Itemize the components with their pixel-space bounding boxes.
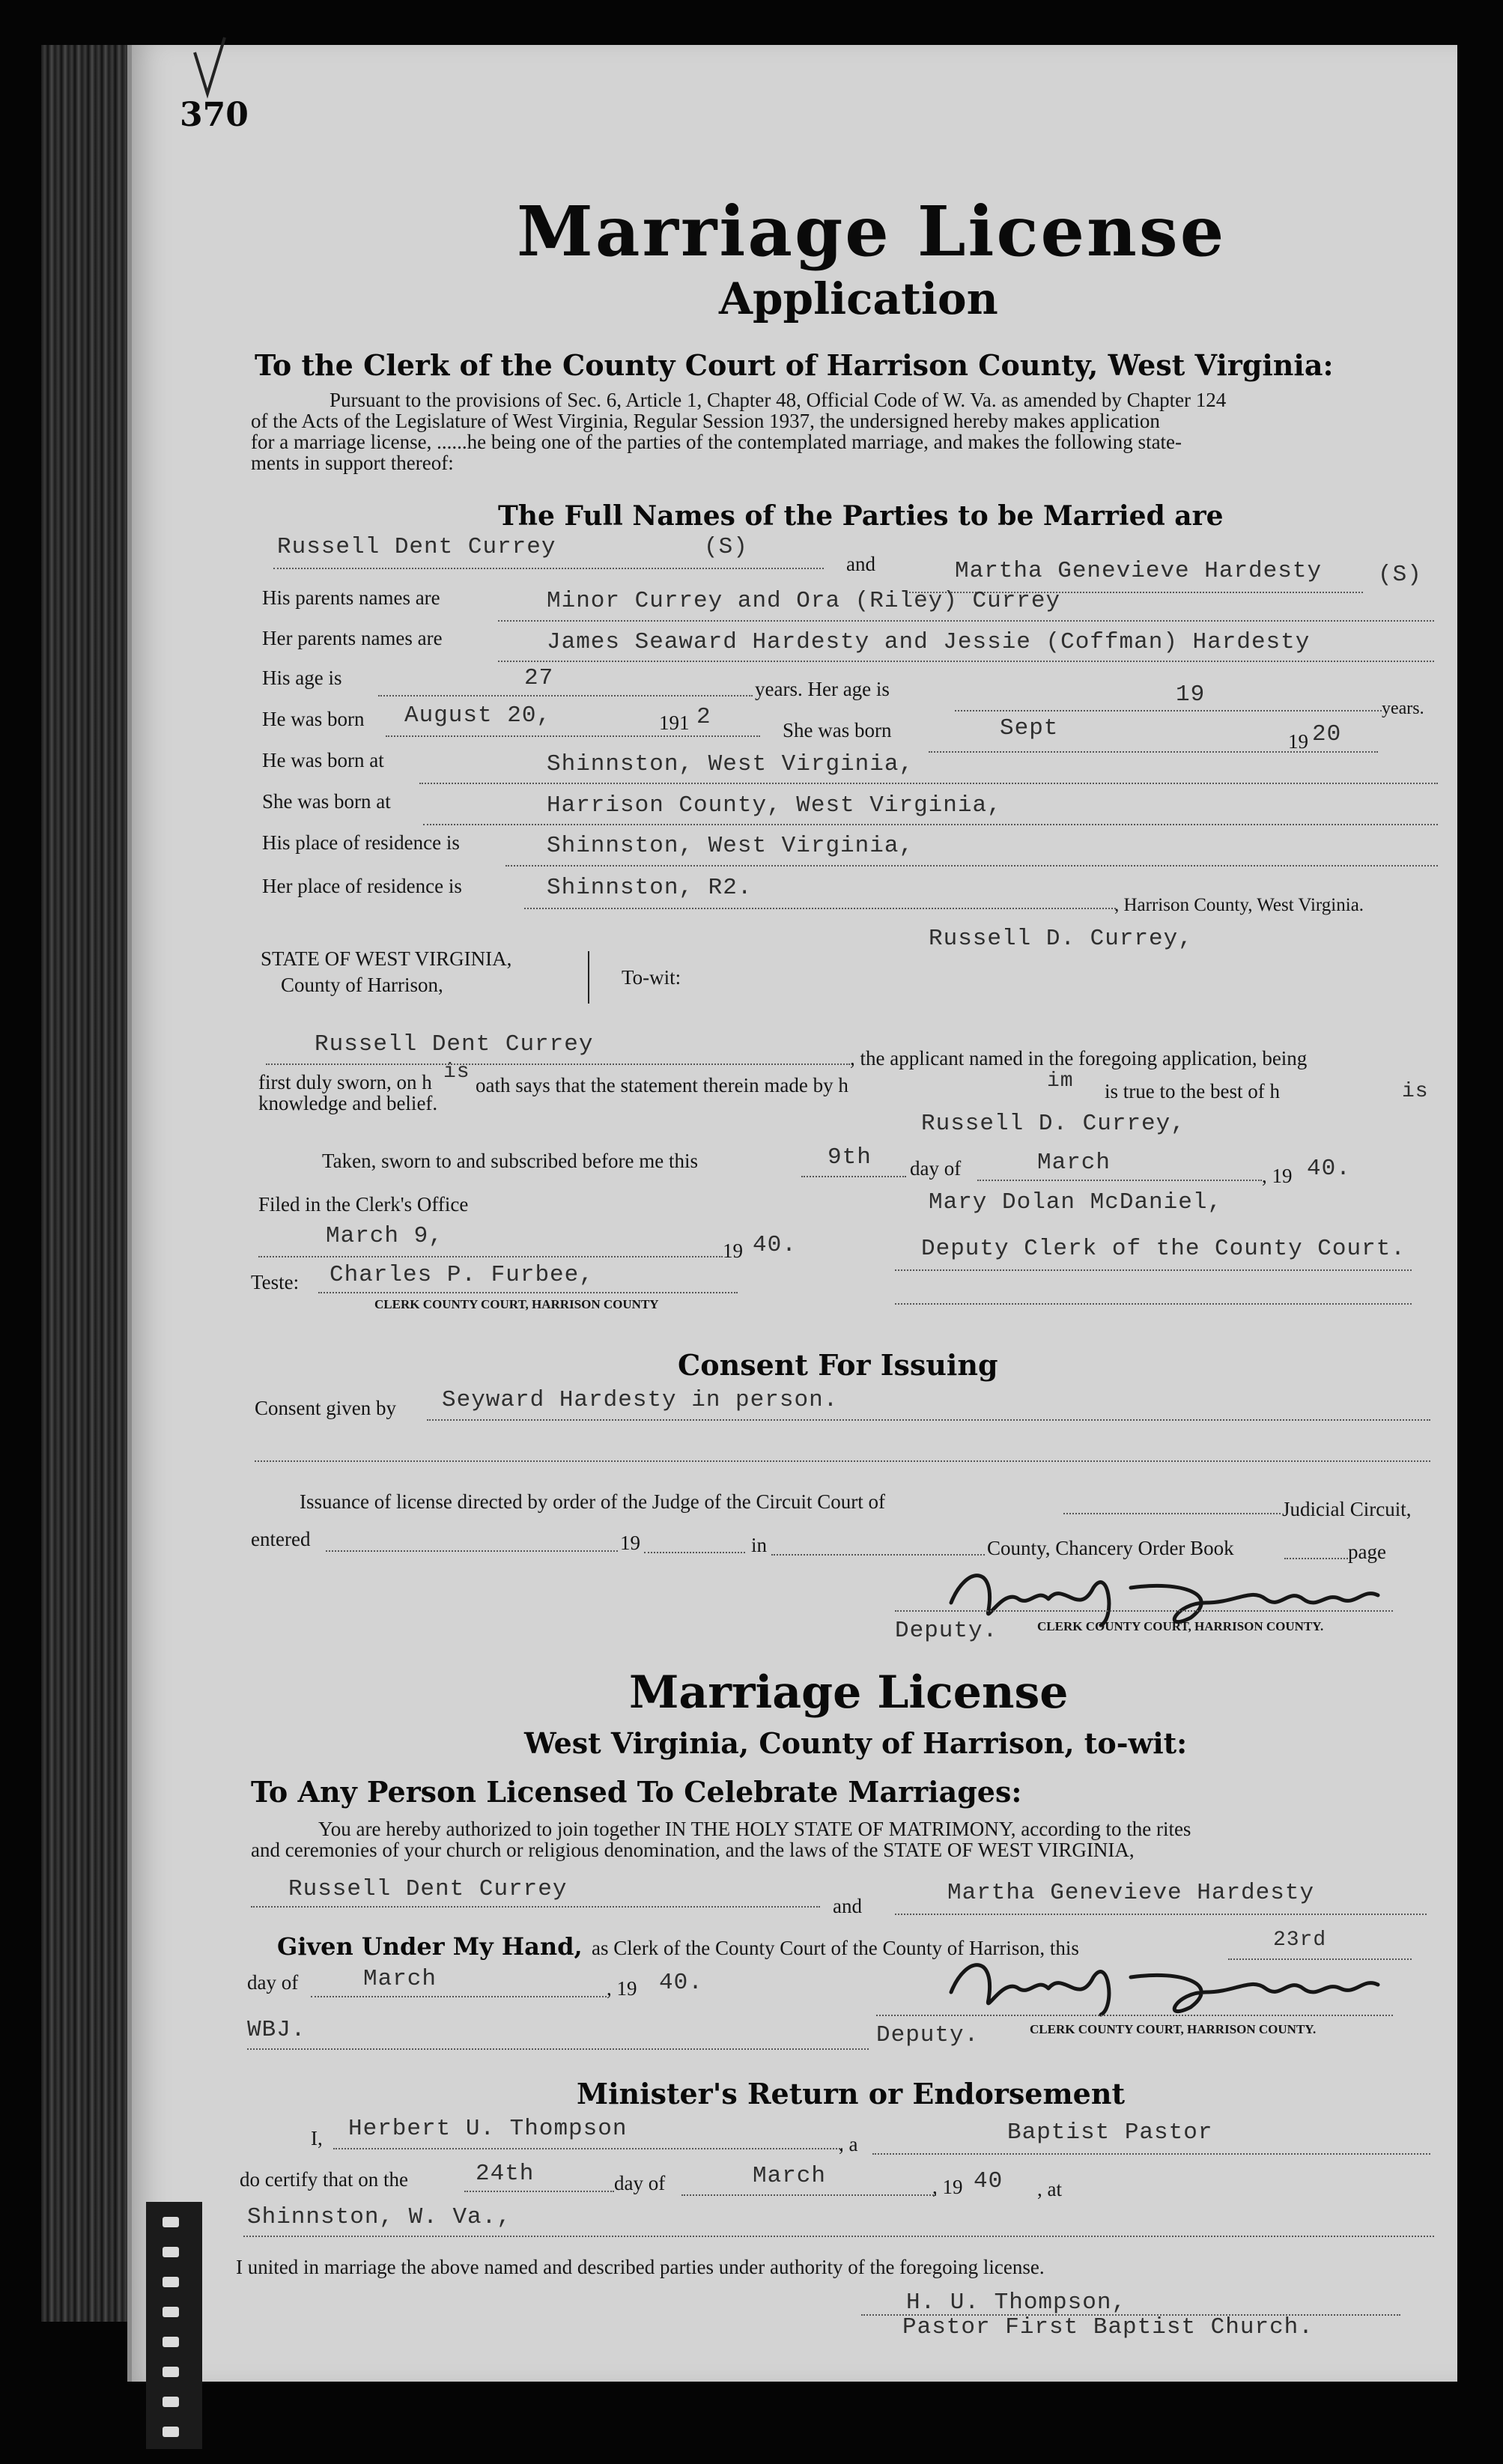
oath-first-duly: first duly sworn, on h bbox=[258, 1071, 432, 1093]
oath-says: oath says that the statement therein made by h bbox=[476, 1074, 848, 1096]
license-clerk-caption: CLERK COUNTY COURT, HARRISON COUNTY. bbox=[1030, 2022, 1317, 2036]
license-initials-line bbox=[247, 2048, 869, 2050]
oath-his-1: is bbox=[443, 1060, 470, 1084]
she-born-at-label: She was born at bbox=[262, 790, 391, 813]
minister-day: 24th bbox=[476, 2161, 535, 2187]
nineteen-line bbox=[644, 1552, 745, 1553]
license-title: Marriage License bbox=[629, 1666, 1069, 1719]
his-parents-label: His parents names are bbox=[262, 586, 440, 609]
intro-line: for a marriage license, ......he being one of the parties of the contemplated marriage, and makes the following state- bbox=[251, 431, 1182, 453]
minister-month-line bbox=[681, 2194, 936, 2196]
page-number: 370 bbox=[180, 96, 249, 134]
sworn-month: March bbox=[1037, 1150, 1111, 1176]
full-names-heading: The Full Names of the Parties to be Married are bbox=[498, 500, 1224, 532]
license-and: and bbox=[833, 1895, 862, 1917]
consent-label: Consent given by bbox=[255, 1397, 396, 1419]
issuance-clerk-caption: CLERK COUNTY COURT, HARRISON COUNTY. bbox=[1037, 1619, 1324, 1633]
teste-clerk: Charles P. Furbee, bbox=[330, 1262, 594, 1288]
groom-name: Russell Dent Currey bbox=[277, 534, 556, 560]
sworn-day-of: day of bbox=[910, 1157, 962, 1180]
oath-his-2: im bbox=[1047, 1069, 1074, 1093]
she-born-label: She was born bbox=[783, 719, 892, 741]
license-line: and ceremonies of your church or religious denomination, and the laws of the STATE OF WEST VIRGINIA, bbox=[251, 1839, 1135, 1861]
minister-title: Baptist Pastor bbox=[1007, 2119, 1213, 2146]
issuance-judicial: Judicial Circuit, bbox=[1282, 1498, 1412, 1520]
license-year-prefix: , 19 bbox=[607, 1977, 637, 2000]
license-line: You are hereby authorized to join together IN THE HOLY STATE OF MATRIMONY, according to the rites bbox=[318, 1818, 1191, 1840]
license-deputy-line bbox=[876, 2015, 1393, 2016]
to-wit-label: To-wit: bbox=[622, 966, 681, 989]
his-birthplace: Shinnston, West Virginia, bbox=[547, 751, 914, 777]
bride-name: Martha Genevieve Hardesty bbox=[955, 558, 1323, 584]
minister-name: Herbert U. Thompson bbox=[348, 2116, 628, 2142]
his-birth-date: August 20, bbox=[404, 703, 552, 729]
license-groom: Russell Dent Currey bbox=[288, 1876, 568, 1902]
her-residence: Shinnston, R2. bbox=[547, 875, 753, 901]
harrison-wv-label: , Harrison County, West Virginia. bbox=[1114, 895, 1364, 915]
oath-his-3: is bbox=[1402, 1080, 1429, 1103]
state-label: STATE OF WEST VIRGINIA, bbox=[261, 947, 512, 970]
he-born-label: He was born bbox=[262, 708, 365, 730]
oath-applicant: Russell Dent Currey bbox=[315, 1031, 594, 1057]
oath-applicant-line bbox=[266, 1063, 850, 1065]
minister-certify: do certify that on the bbox=[240, 2168, 408, 2191]
sworn-month-line bbox=[977, 1180, 1262, 1181]
her-birthplace: Harrison County, West Virginia, bbox=[547, 792, 1002, 819]
county-label: County of Harrison, bbox=[281, 974, 443, 996]
he-born-at-label: He was born at bbox=[262, 749, 384, 771]
her-parents-value: James Seaward Hardesty and Jessie (Coffman) Hardesty bbox=[547, 629, 1311, 655]
her-birth-line bbox=[929, 751, 1378, 753]
state-brace bbox=[588, 951, 589, 1004]
in-line bbox=[771, 1554, 985, 1556]
intro-paragraph bbox=[251, 389, 1449, 473]
oath-text-1: , the applicant named in the foregoing application, being bbox=[850, 1047, 1308, 1069]
minister-title-line bbox=[872, 2153, 1430, 2155]
license-initials: WBJ. bbox=[247, 2017, 306, 2043]
her-parents-label: Her parents names are bbox=[262, 627, 443, 649]
his-residence: Shinnston, West Virginia, bbox=[547, 833, 914, 859]
sworn-day: 9th bbox=[828, 1144, 872, 1171]
license-groom-line bbox=[251, 1906, 820, 1908]
applicant-signature: Russell D. Currey, bbox=[929, 926, 1193, 952]
license-day: 23rd bbox=[1273, 1929, 1327, 1952]
groom-status: (S) bbox=[704, 534, 748, 560]
oath-knowledge: knowledge and belief. bbox=[258, 1092, 438, 1114]
his-parents-value: Minor Currey and Ora (Riley) Currey bbox=[547, 588, 1061, 614]
license-month-line bbox=[311, 1996, 607, 1997]
intro-line: ments in support thereof: bbox=[251, 452, 454, 474]
years-label: years. bbox=[1382, 699, 1424, 718]
license-paragraph bbox=[251, 1818, 1449, 1860]
her-birth-date: Sept bbox=[1000, 715, 1059, 741]
his-residence-line bbox=[505, 865, 1438, 867]
his-birthplace-line bbox=[419, 783, 1438, 784]
clerk-signature-2 bbox=[936, 1947, 1400, 2033]
sworn-official: Mary Dolan McDaniel, bbox=[929, 1189, 1223, 1216]
license-addressee: To Any Person Licensed To Celebrate Marriages: bbox=[251, 1775, 1022, 1809]
license-month: March bbox=[363, 1966, 437, 1992]
sworn-year-prefix: , 19 bbox=[1262, 1165, 1293, 1187]
minister-heading: Minister's Return or Endorsement bbox=[577, 2077, 1126, 2111]
license-year: 40. bbox=[659, 1970, 703, 1996]
license-bride: Martha Genevieve Hardesty bbox=[947, 1880, 1315, 1906]
issuance-circuit-line bbox=[1063, 1513, 1281, 1514]
her-age-line bbox=[955, 710, 1382, 711]
groom-name-line bbox=[273, 568, 824, 569]
minister-signature-title: Pastor First Baptist Church. bbox=[902, 2314, 1314, 2340]
issuance-text: Issuance of license directed by order of the Judge of the Circuit Court of bbox=[300, 1490, 885, 1513]
and-label: and bbox=[846, 553, 875, 575]
her-residence-label: Her place of residence is bbox=[262, 875, 462, 897]
minister-year-prefix: , 19 bbox=[932, 2176, 963, 2198]
minister-signature-line bbox=[861, 2314, 1400, 2316]
issuance-county-chancery: County, Chancery Order Book bbox=[987, 1537, 1234, 1559]
entered-line bbox=[326, 1550, 618, 1552]
license-given-rest: as Clerk of the County Court of the County of Harrison, this bbox=[592, 1937, 1079, 1959]
teste-label: Teste: bbox=[251, 1271, 300, 1293]
minister-place: Shinnston, W. Va., bbox=[247, 2204, 511, 2230]
minister-united: I united in marriage the above named and described parties under authority of the foregoing license. bbox=[236, 2256, 1045, 2278]
her-age-value: 19 bbox=[1176, 682, 1206, 708]
her-birthplace-line bbox=[423, 824, 1438, 825]
his-birth-line bbox=[386, 735, 760, 737]
sworn-official-title: Deputy Clerk of the County Court. bbox=[921, 1236, 1406, 1262]
deputy-line bbox=[895, 1610, 1393, 1612]
sworn-text: Taken, sworn to and subscribed before me this bbox=[322, 1150, 698, 1172]
license-county-line: West Virginia, County of Harrison, to-wit: bbox=[524, 1726, 1188, 1760]
years-her-age-label: years. Her age is bbox=[755, 678, 890, 700]
his-age-value: 27 bbox=[524, 665, 554, 691]
film-edge-strip bbox=[146, 2202, 202, 2449]
checkmark-icon bbox=[191, 34, 228, 105]
his-parents-line bbox=[498, 620, 1434, 622]
minister-signature: H. U. Thompson, bbox=[906, 2289, 1127, 2316]
sworn-day-line bbox=[801, 1176, 906, 1177]
license-given: Given Under My Hand, bbox=[277, 1932, 583, 1961]
filed-date-line bbox=[258, 1256, 723, 1257]
oath-is-true: is true to the best of h bbox=[1105, 1080, 1280, 1102]
minister-at: , at bbox=[1037, 2178, 1062, 2200]
filed-year-prefix: 19 bbox=[723, 1239, 743, 1262]
official-line bbox=[895, 1269, 1412, 1271]
license-deputy: Deputy. bbox=[876, 2022, 980, 2048]
page-subtitle: Application bbox=[719, 273, 998, 324]
his-age-line bbox=[378, 695, 753, 697]
her-residence-line bbox=[524, 908, 1116, 909]
minister-year: 40 bbox=[974, 2168, 1003, 2194]
her-birth-year-suffix: 20 bbox=[1312, 721, 1342, 747]
addressee: To the Clerk of the County Court of Harrison County, West Virginia: bbox=[255, 348, 1334, 382]
oath-signature: Russell D. Currey, bbox=[921, 1111, 1185, 1137]
minister-day-line bbox=[464, 2191, 614, 2192]
license-day-of: day of bbox=[247, 1971, 299, 1994]
her-birth-year-prefix: 19 bbox=[1288, 730, 1308, 753]
intro-line: of the Acts of the Legislature of West Virginia, Regular Session 1937, the undersigned hereby makes application bbox=[251, 410, 1160, 432]
minister-day-of: day of bbox=[614, 2172, 666, 2194]
filed-year: 40. bbox=[753, 1232, 797, 1258]
consent-value: Seyward Hardesty in person. bbox=[442, 1387, 839, 1413]
page-title: Marriage License bbox=[517, 191, 1227, 272]
minister-name-line bbox=[333, 2148, 842, 2149]
issuance-page: page bbox=[1348, 1541, 1386, 1563]
sworn-year: 40. bbox=[1307, 1156, 1351, 1182]
his-birth-year-suffix: 2 bbox=[696, 704, 711, 730]
filed-label: Filed in the Clerk's Office bbox=[258, 1193, 469, 1216]
official-line-2 bbox=[895, 1303, 1412, 1305]
minister-a: , a bbox=[839, 2133, 858, 2155]
minister-place-line bbox=[243, 2236, 1434, 2237]
issuance-nineteen: 19 bbox=[620, 1532, 640, 1554]
consent-heading: Consent For Issuing bbox=[678, 1348, 998, 1382]
his-age-label: His age is bbox=[262, 667, 342, 689]
consent-line bbox=[427, 1419, 1430, 1421]
issuance-in: in bbox=[751, 1534, 768, 1556]
teste-line bbox=[318, 1292, 738, 1293]
issuance-entered: entered bbox=[251, 1528, 311, 1550]
consent-line-2 bbox=[255, 1460, 1430, 1462]
issuance-deputy: Deputy. bbox=[895, 1618, 998, 1644]
minister-i: I, bbox=[311, 2127, 323, 2149]
filed-date: March 9, bbox=[326, 1223, 443, 1249]
bride-status: (S) bbox=[1378, 562, 1422, 588]
intro-line: Pursuant to the provisions of Sec. 6, Article 1, Chapter 48, Official Code of W. Va. as amended by Chapter 124 bbox=[330, 389, 1227, 411]
license-bride-line bbox=[895, 1914, 1427, 1915]
minister-month: March bbox=[753, 2163, 827, 2189]
his-residence-label: His place of residence is bbox=[262, 831, 460, 854]
his-birth-year-prefix: 191 bbox=[659, 711, 690, 734]
teste-caption: CLERK COUNTY COURT, HARRISON COUNTY bbox=[374, 1297, 659, 1311]
her-parents-line bbox=[498, 661, 1434, 662]
